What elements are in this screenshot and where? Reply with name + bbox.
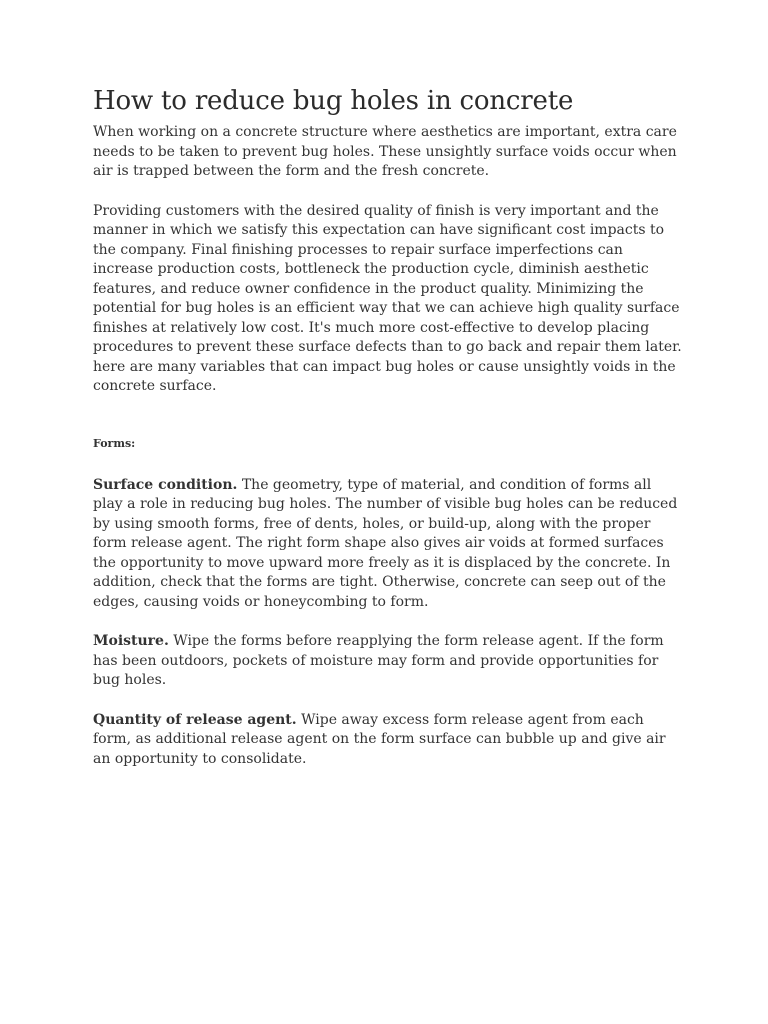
spacer <box>93 691 683 711</box>
item-term: Moisture. <box>93 633 169 650</box>
spacer <box>93 182 683 202</box>
item-paragraph-release-agent <box>93 711 683 770</box>
body-paragraph-2: here are many variables that can impact bug holes or cause unsightly voids in the concrete surface. <box>93 358 676 395</box>
spacer <box>93 612 683 632</box>
document-page <box>93 86 683 769</box>
body-paragraph-1: Providing customers with the desired quality of finish is very important and the manner in which we satisfy this expectation can have significant cost impacts to the company. Final finishing processes to repair surface imperfections can increase production costs, bottleneck the production cycle, diminish aesthetic features, and reduce owner confidence in the product quality. Minimizing the potential for bug holes is an efficient way that we can achieve high quality surface finishes at relatively low cost. It's much more cost-effective to develop placing procedures to prevent these surface defects than to go back and repair them later. <box>93 202 682 356</box>
item-text: The geometry, type of material, and condition of forms all play a role in reducing bug holes. The number of visible bug holes can be reduced by using smooth forms, free of dents, holes, or build-up, along with the proper form release agent. The right form shape also gives air voids at formed surfaces the opportunity to move upward more freely as it is displaced by the concrete. In addition, check that the forms are tight. Otherwise, concrete can seep out of the edges, causing voids or honeycombing to form. <box>93 476 678 610</box>
spacer <box>93 397 683 437</box>
item-term: Quantity of release agent. <box>93 711 297 728</box>
item-paragraph-surface-condition <box>93 476 683 613</box>
item-term: Surface condition. <box>93 476 238 493</box>
item-text: Wipe the forms before reapplying the form release agent. If the form has been outdoors, pockets of moisture may form and provide opportunities for bug holes. <box>93 633 664 689</box>
document-title: How to reduce bug holes in concrete <box>93 86 574 116</box>
spacer <box>93 450 683 476</box>
section-label-forms: Forms: <box>93 436 136 450</box>
intro-paragraph: When working on a concrete structure where aesthetics are important, extra care needs to be taken to prevent bug holes. These unsightly surface voids occur when air is trapped between the form and the fresh concrete. <box>93 124 677 180</box>
item-paragraph-moisture <box>93 632 683 691</box>
item-text: Wipe away excess form release agent from each form, as additional release agent on the form surface can bubble up and give air an opportunity to consolidate. <box>93 711 666 767</box>
